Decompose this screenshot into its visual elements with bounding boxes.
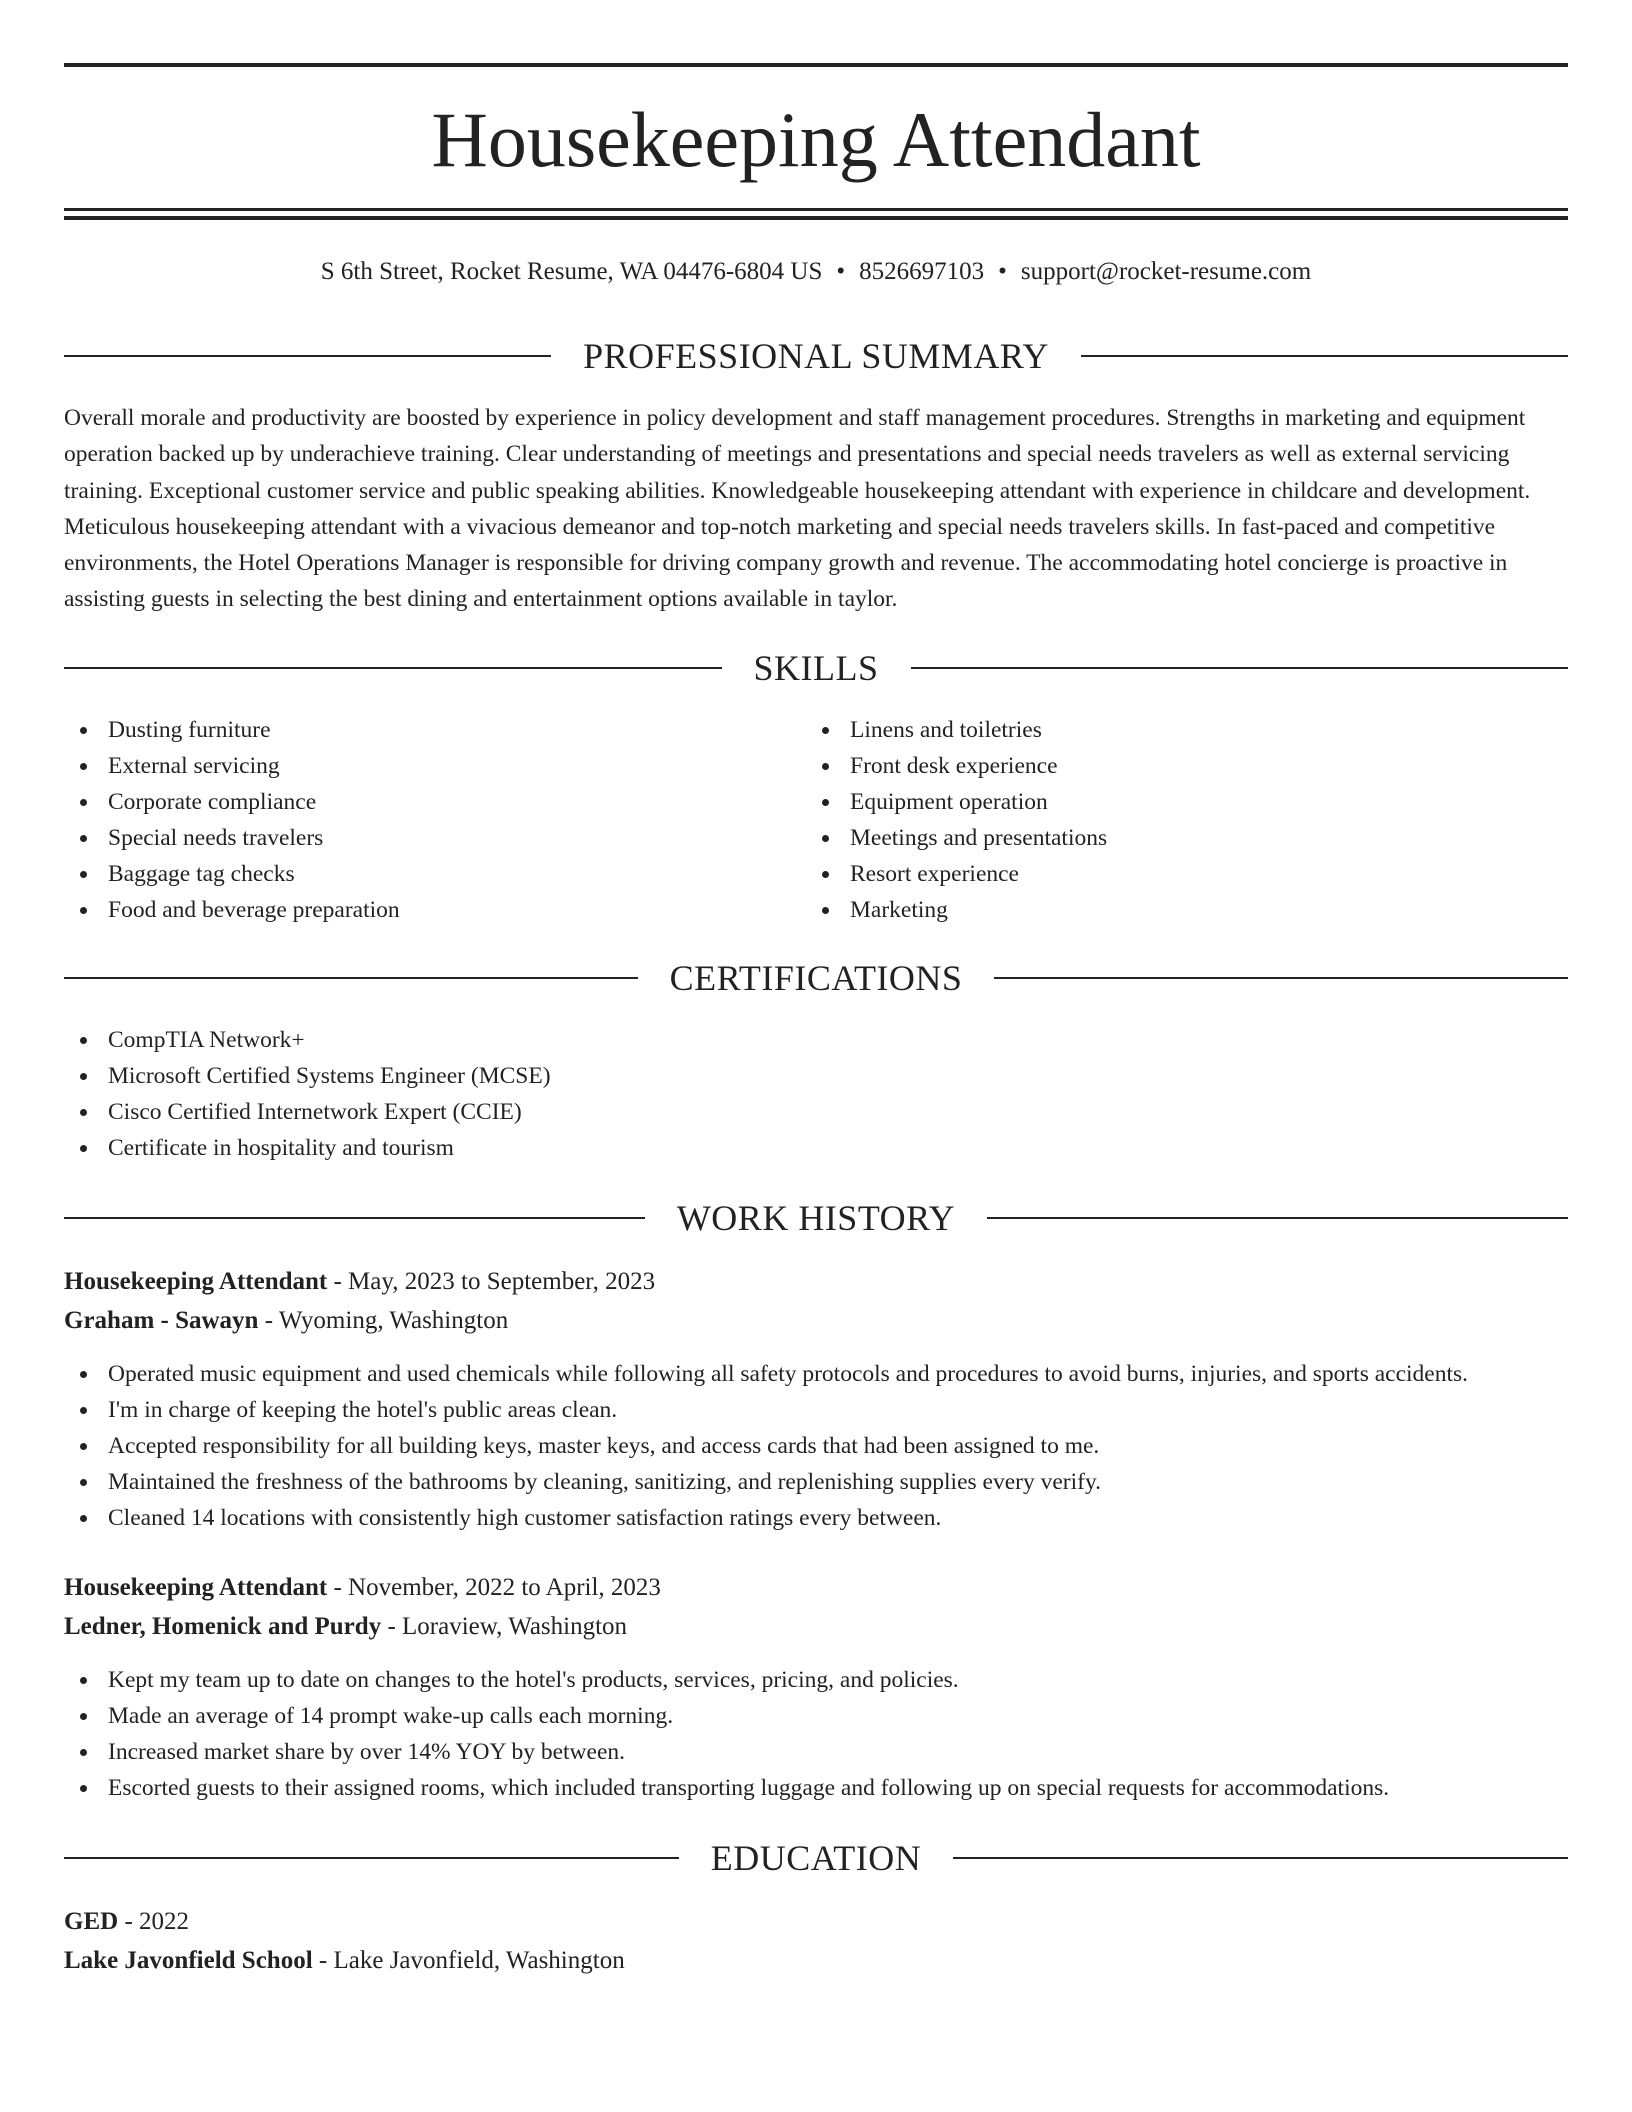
job-location: - Wyoming, Washington [258,1307,509,1334]
heading-rule [994,977,1568,979]
section-heading-label: PROFESSIONAL SUMMARY [583,336,1049,376]
job-title-line [64,1568,1568,1607]
job-company: Ledner, Homenick and Purdy [64,1613,382,1640]
education-degree-line [64,1902,1568,1941]
contact-email: support@rocket-resume.com [1020,258,1312,285]
section-heading-skills [64,646,1568,690]
skill-item: Meetings and presentations [806,820,1546,856]
job-bullets [64,1662,1568,1806]
job-bullet: Maintained the freshness of the bathrooms by cleaning, sanitizing, and replenishing supplies every verify. [64,1464,1568,1500]
skill-item: Corporate compliance [64,784,804,820]
job-bullet: Cleaned 14 locations with consistently high customer satisfaction ratings every between. [64,1500,1568,1536]
header-top-rule [64,63,1568,67]
section-heading-summary [64,334,1568,378]
job-bullet: Made an average of 14 prompt wake-up calls each morning. [64,1698,1568,1734]
skill-item: Dusting furniture [64,712,804,748]
section-heading-education [64,1836,1568,1880]
job-company: Graham - Sawayn [64,1307,259,1334]
job-bullet: I'm in charge of keeping the hotel's public areas clean. [64,1392,1568,1428]
section-heading-label: SKILLS [753,648,879,688]
heading-rule [64,1217,645,1219]
certification-item: Certificate in hospitality and tourism [64,1130,1568,1166]
job-entry [64,1262,1568,1536]
job-title: Housekeeping Attendant [64,1574,328,1601]
skills-list-left [64,712,804,928]
job-bullets [64,1356,1568,1536]
skill-item: External servicing [64,748,804,784]
heading-rule [64,355,551,357]
certification-item: CompTIA Network+ [64,1022,1568,1058]
heading-rule [64,977,638,979]
contact-phone: 8526697103 [859,258,985,285]
skill-item: Special needs travelers [64,820,804,856]
heading-rule [64,1857,679,1859]
certifications-list [64,1022,1568,1166]
contact-address: S 6th Street, Rocket Resume, WA 04476-6804 US [320,258,823,285]
skill-item: Resort experience [806,856,1546,892]
education-degree: GED [64,1908,119,1935]
contact-separator: • [836,258,846,285]
job-bullet: Accepted responsibility for all building keys, master keys, and access cards that had been assigned to me. [64,1428,1568,1464]
job-dates: - May, 2023 to September, 2023 [327,1268,656,1295]
job-bullet: Escorted guests to their assigned rooms, which included transporting luggage and following up on special requests for accommodations. [64,1770,1568,1806]
header-bottom-rule-thick [64,216,1568,220]
job-company-line [64,1607,1568,1646]
contact-line [64,254,1568,290]
certification-item: Cisco Certified Internetwork Expert (CCIE) [64,1094,1568,1130]
skill-item: Linens and toiletries [806,712,1546,748]
section-heading-label: EDUCATION [710,1838,922,1878]
heading-rule [987,1217,1568,1219]
education-entry [64,1902,1568,1980]
resume-title: Housekeeping Attendant [431,96,1201,183]
job-title-line [64,1262,1568,1301]
summary-text: Overall morale and productivity are boosted by experience in policy development and staff management procedures. Strengths in marketing and equipment operation backed up by underachieve training. Clear understanding of meetings and presentations and special needs travelers as well as external servicing training. Exceptional customer service and public speaking abilities. Knowledgeable housekeeping attendant with experience in childcare and development. Meticulous housekeeping attendant with a vivacious demeanor and top-notch marketing and special needs travelers skills. In fast-paced and competitive environments, the Hotel Operations Manager is responsible for driving company growth and revenue. The accommodating hotel concierge is proactive in assisting guests in selecting the best dining and entertainment options available in taylor. [64,405,1531,613]
heading-rule [953,1857,1568,1859]
job-bullet: Increased market share by over 14% YOY by between. [64,1734,1568,1770]
section-heading-certifications [64,956,1568,1000]
section-heading-work-history [64,1196,1568,1240]
certification-item: Microsoft Certified Systems Engineer (MCSE) [64,1058,1568,1094]
education-location: - Lake Javonfield, Washington [312,1947,625,1974]
skill-item: Food and beverage preparation [64,892,804,928]
header-bottom-rule [64,208,1568,211]
job-dates: - November, 2022 to April, 2023 [327,1574,661,1601]
job-entry [64,1568,1568,1806]
job-company-line [64,1301,1568,1340]
job-location: - Loraview, Washington [381,1613,628,1640]
skills-list-right [806,712,1546,928]
skill-item: Front desk experience [806,748,1546,784]
job-bullet: Kept my team up to date on changes to the hotel's products, services, pricing, and policies. [64,1662,1568,1698]
heading-rule [1081,355,1568,357]
skill-item: Marketing [806,892,1546,928]
education-school: Lake Javonfield School [64,1947,313,1974]
heading-rule [911,667,1569,669]
section-heading-label: WORK HISTORY [676,1198,956,1238]
heading-rule [64,667,722,669]
skill-item: Equipment operation [806,784,1546,820]
skill-item: Baggage tag checks [64,856,804,892]
job-title: Housekeeping Attendant [64,1268,328,1295]
section-heading-label: CERTIFICATIONS [669,958,963,998]
education-year: - 2022 [118,1908,190,1935]
job-bullet: Operated music equipment and used chemicals while following all safety protocols and procedures to avoid burns, injuries, and sports accidents. [64,1356,1568,1392]
contact-separator: • [998,258,1007,285]
education-school-line [64,1941,1568,1980]
